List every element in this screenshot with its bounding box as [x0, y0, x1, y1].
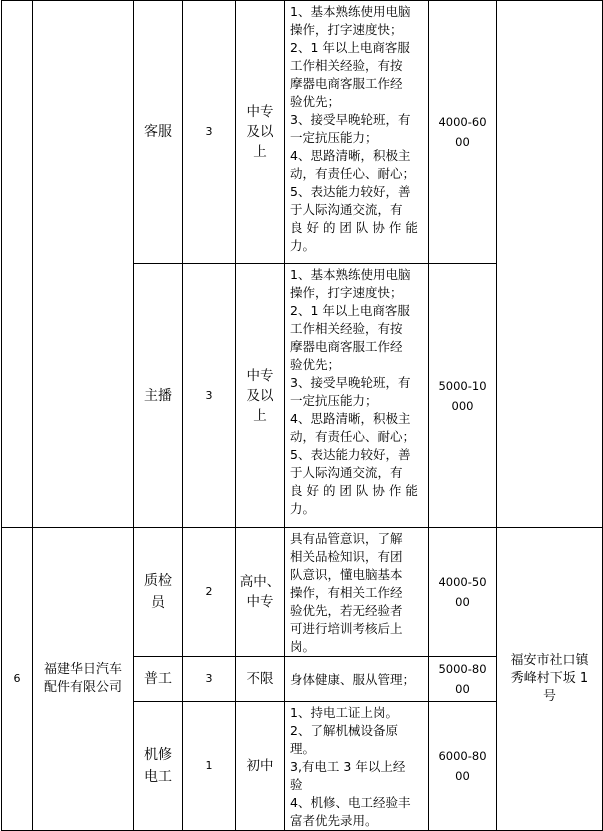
position-cell: 普工	[134, 657, 183, 702]
count-cell: 3	[183, 657, 236, 702]
position-cell: 客服	[134, 1, 183, 264]
education-cell: 初中	[236, 702, 285, 831]
salary-cell: 5000-10 000	[429, 264, 497, 528]
education-cell: 中专 及以 上	[236, 1, 285, 264]
requirements-cell: 1、基本熟练使用电脑 操作，打字速度快； 2、1 年以上电商客服 工作相关经验，有按 摩器电商客服工作经 验优先； 3、接受早晚轮班，有 一定抗压能力； 4、思路清晰，积极主 动，有责任心、耐心； 5、表达能力较好，善 于人际沟通交流，有 良 好 的 团 队 协 作 能 力。	[285, 264, 429, 528]
table-row	[2, 1, 603, 264]
salary-cell: 5000-80 00	[429, 657, 497, 702]
education-cell: 中专 及以 上	[236, 264, 285, 528]
requirements-cell: 身体健康、服从管理；	[285, 657, 429, 702]
position-cell: 质检 员	[134, 528, 183, 657]
education-cell: 高中、 中专	[236, 528, 285, 657]
job-table	[1, 0, 603, 831]
position-cell: 机修 电工	[134, 702, 183, 831]
salary-cell: 4000-50 00	[429, 528, 497, 657]
requirements-cell: 1、持电工证上岗。 2、了解机械设备原 理。 3,有电工 3 年以上经 验 4、机修、电工经验丰 富者优先录用。	[285, 702, 429, 831]
count-cell: 2	[183, 528, 236, 657]
company-name-cell: 福建华日汽车 配件有限公司	[33, 528, 134, 831]
position-cell: 主播	[134, 264, 183, 528]
table-row	[2, 528, 603, 657]
salary-cell: 4000-60 00	[429, 1, 497, 264]
salary-cell: 6000-80 00	[429, 702, 497, 831]
count-cell: 1	[183, 702, 236, 831]
company-cell-empty	[33, 1, 134, 528]
address-cell-empty	[497, 1, 603, 528]
count-cell: 3	[183, 1, 236, 264]
count-cell: 3	[183, 264, 236, 528]
requirements-cell: 1、基本熟练使用电脑 操作，打字速度快； 2、1 年以上电商客服 工作相关经验，有按 摩器电商客服工作经 验优先； 3、接受早晚轮班，有 一定抗压能力； 4、思路清晰，积极主 动，有责任心、耐心； 5、表达能力较好，善 于人际沟通交流，有 良 好 的 团 队 协 作 能 力。	[285, 1, 429, 264]
education-cell: 不限	[236, 657, 285, 702]
address-cell: 福安市社口镇 秀峰村下坂 1 号	[497, 528, 603, 831]
index-cell-empty	[2, 1, 33, 528]
requirements-cell: 具有品管意识，了解 相关品检知识，有团 队意识，懂电脑基本 操作，有相关工作经 验优先，若无经验者 可进行培训考核后上 岗。	[285, 528, 429, 657]
index-cell: 6	[2, 528, 33, 831]
